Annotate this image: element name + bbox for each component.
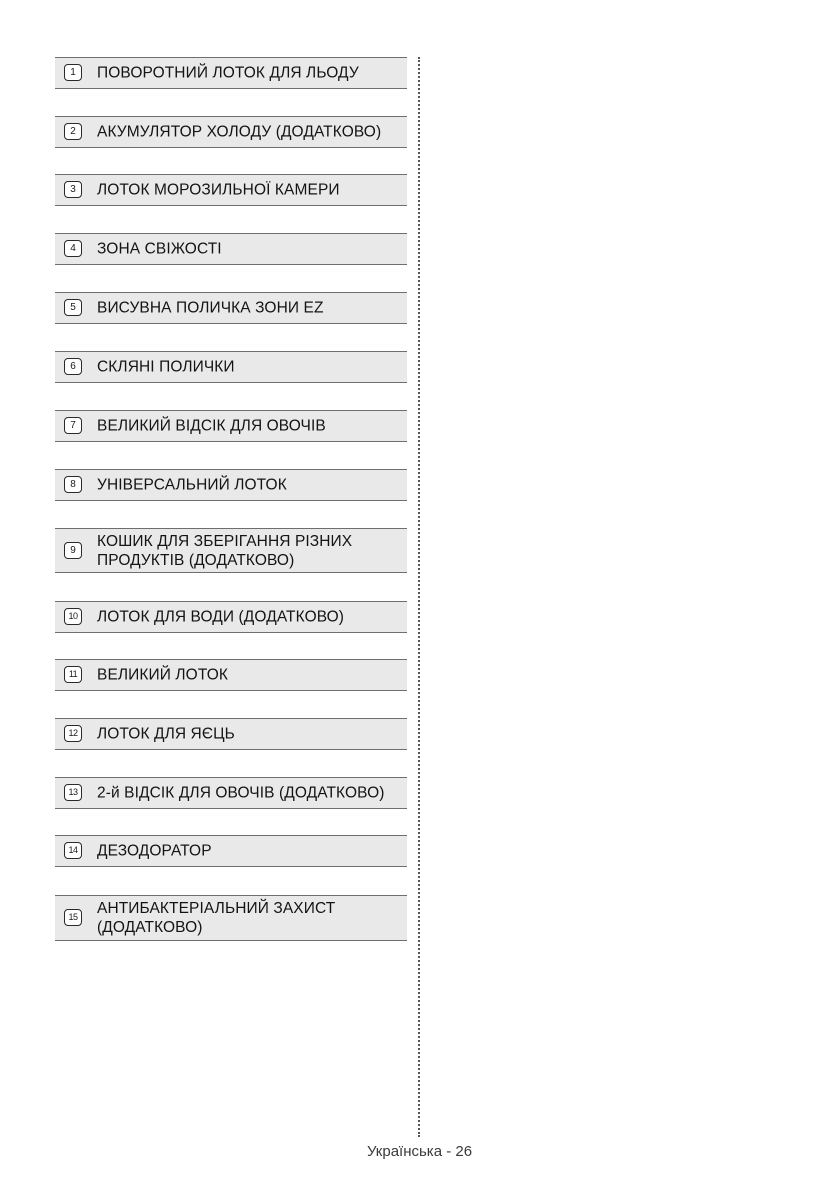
part-label: ПОВОРОТНИЙ ЛОТОК ДЛЯ ЛЬОДУ	[97, 64, 359, 82]
part-row-15	[55, 895, 407, 941]
part-label: ВЕЛИКИЙ ВІДСІК ДЛЯ ОВОЧІВ	[97, 417, 326, 435]
part-row-6	[55, 351, 407, 383]
part-number-badge: 12	[64, 725, 82, 742]
part-label: ВИСУВНА ПОЛИЧКА ЗОНИ EZ	[97, 299, 324, 317]
part-number-badge: 3	[64, 181, 82, 198]
part-row-7	[55, 410, 407, 442]
part-row-8	[55, 469, 407, 501]
part-row-2	[55, 116, 407, 148]
part-row-11	[55, 659, 407, 691]
part-label: 2-й ВІДСІК ДЛЯ ОВОЧІВ (ДОДАТКОВО)	[97, 784, 385, 802]
part-row-4	[55, 233, 407, 265]
part-row-12	[55, 718, 407, 750]
page-number-footer: Українська - 26	[366, 1143, 473, 1160]
part-number-badge: 10	[64, 608, 82, 625]
column-divider	[418, 57, 420, 1137]
part-row-13	[55, 777, 407, 809]
part-label: ЛОТОК МОРОЗИЛЬНОЇ КАМЕРИ	[97, 181, 340, 199]
part-number-badge: 8	[64, 476, 82, 493]
part-number-badge: 13	[64, 784, 82, 801]
part-number-badge: 2	[64, 123, 82, 140]
part-number-badge: 4	[64, 240, 82, 257]
part-label: ВЕЛИКИЙ ЛОТОК	[97, 666, 228, 684]
part-label: ДЕЗОДОРАТОР	[97, 842, 212, 860]
part-number-badge: 1	[64, 64, 82, 81]
part-row-10	[55, 601, 407, 633]
part-label: ЛОТОК ДЛЯ ЯЄЦЬ	[97, 725, 235, 743]
part-number-badge: 6	[64, 358, 82, 375]
part-label: ЗОНА СВІЖОСТІ	[97, 240, 222, 258]
part-row-9	[55, 528, 407, 573]
part-row-1	[55, 57, 407, 89]
part-number-badge: 15	[64, 909, 82, 926]
part-label: СКЛЯНІ ПОЛИЧКИ	[97, 358, 235, 376]
part-label: АНТИБАКТЕРІАЛЬНИЙ ЗАХИСТ (ДОДАТКОВО)	[97, 900, 336, 936]
part-row-14	[55, 835, 407, 867]
part-label: КОШИК ДЛЯ ЗБЕРІГАННЯ РІЗНИХ ПРОДУКТІВ (ДОДАТКОВО)	[97, 532, 353, 569]
part-number-badge: 9	[64, 542, 82, 559]
part-label: УНІВЕРСАЛЬНИЙ ЛОТОК	[97, 476, 287, 494]
part-label: ЛОТОК ДЛЯ ВОДИ (ДОДАТКОВО)	[97, 608, 345, 626]
part-number-badge: 7	[64, 417, 82, 434]
part-label: АКУМУЛЯТОР ХОЛОДУ (ДОДАТКОВО)	[97, 123, 382, 141]
part-row-5	[55, 292, 407, 324]
part-number-badge: 14	[64, 842, 82, 859]
part-number-badge: 5	[64, 299, 82, 316]
part-row-3	[55, 174, 407, 206]
part-number-badge: 11	[64, 666, 82, 683]
